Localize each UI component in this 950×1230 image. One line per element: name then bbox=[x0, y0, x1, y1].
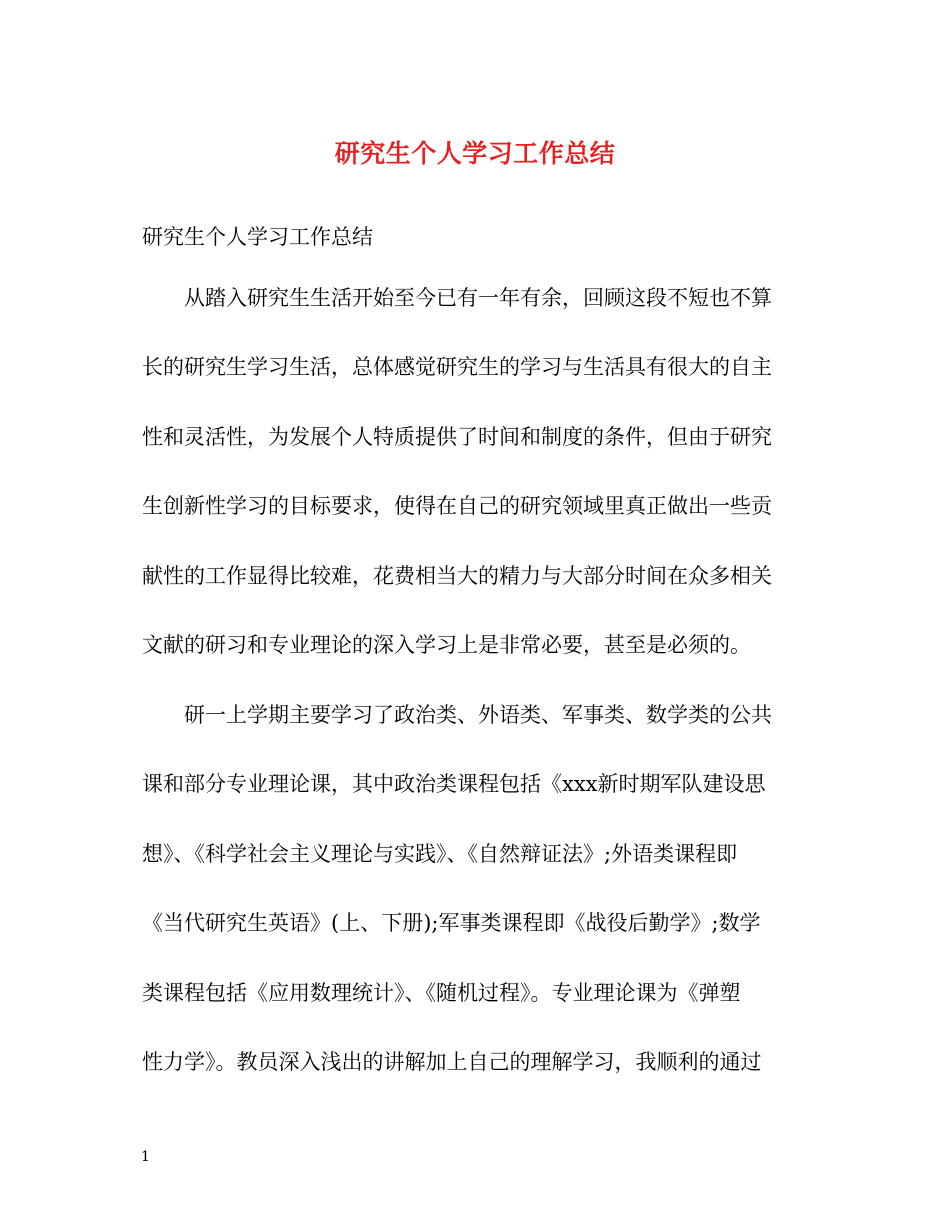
page-number: 1 bbox=[141, 1149, 150, 1165]
paragraph-line: 文献的研习和专业理论的深入学习上是非常必要，甚至是必须的。 bbox=[142, 633, 751, 657]
paragraph-line: 《当代研究生英语》(上、下册);军事类课程即《战役后勤学》;数学 bbox=[142, 911, 761, 935]
document-subtitle: 研究生个人学习工作总结 bbox=[142, 225, 373, 249]
paragraph-line: 长的研究生学习生活，总体感觉研究生的学习与生活具有很大的自主 bbox=[142, 355, 772, 379]
paragraph-line: 类课程包括《应用数理统计》、《随机过程》。专业理论课为《弹塑 bbox=[142, 981, 741, 1005]
paragraph-line: 想》、《科学社会主义理论与实践》、《自然辩证法》;外语类课程即 bbox=[142, 842, 738, 866]
paragraph-line: 性力学》。教员深入浅出的讲解加上自己的理解学习，我顺利的通过 bbox=[142, 1050, 762, 1074]
paragraph-line: 从踏入研究生生活开始至今已有一年有余，回顾这段不短也不算 bbox=[184, 286, 772, 310]
paragraph-line: 生创新性学习的目标要求，使得在自己的研究领域里真正做出一些贡 bbox=[142, 494, 772, 518]
paragraph-line: 研一上学期主要学习了政治类、外语类、军事类、数学类的公共 bbox=[184, 703, 772, 727]
paragraph-line: 课和部分专业理论课，其中政治类课程包括《xxx新时期军队建设思 bbox=[142, 772, 766, 796]
paragraph-line: 献性的工作显得比较难，花费相当大的精力与大部分时间在众多相关 bbox=[142, 564, 772, 588]
document-title: 研究生个人学习工作总结 bbox=[334, 139, 616, 168]
paragraph-line: 性和灵活性，为发展个人特质提供了时间和制度的条件，但由于研究 bbox=[142, 425, 772, 449]
